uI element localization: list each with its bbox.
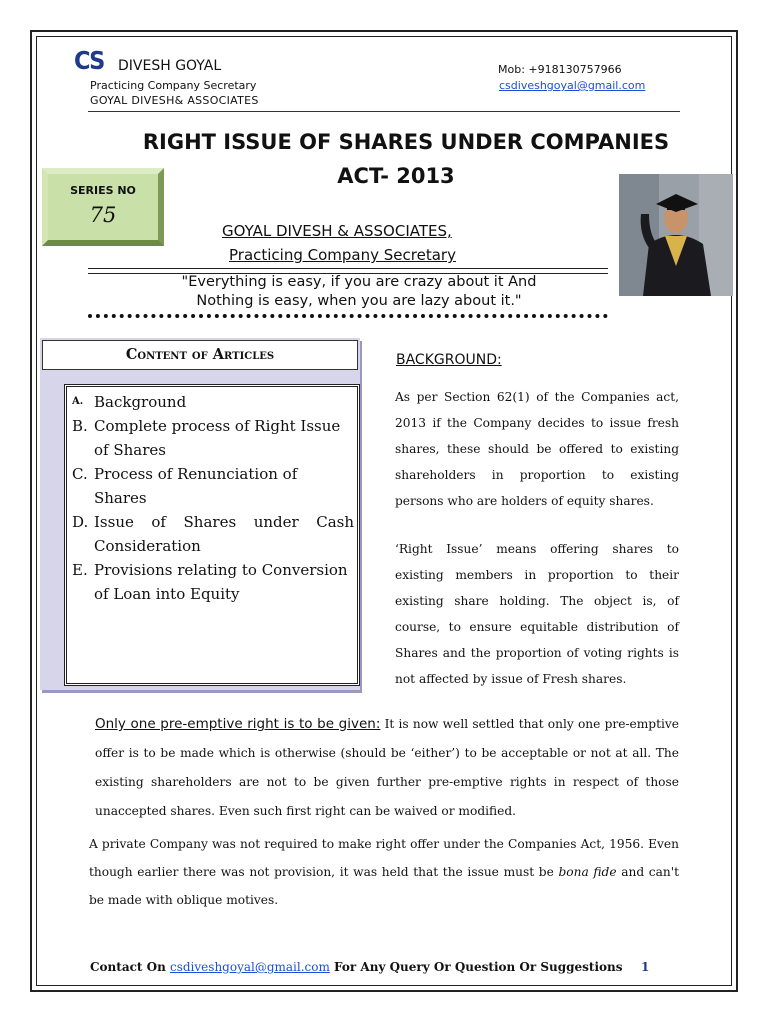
firm-role: Practicing Company Secretary [229, 246, 456, 264]
document-title-line1: RIGHT ISSUE OF SHARES UNDER COMPANIES [142, 130, 670, 154]
footer-contact [90, 960, 623, 974]
list-item-text: Provisions relating to Conversion of Loan into Equity [94, 561, 348, 603]
private-text-2: and can't be made with oblique motives. [89, 865, 679, 907]
header-email-link[interactable]: csdiveshgoyal@gmail.com [499, 79, 646, 92]
list-item-text: Background [94, 393, 187, 411]
mobile-number: Mob: +918130757966 [498, 63, 622, 76]
background-paragraph-2: ‘Right Issue’ means offering shares to existing members in proportion to their existing share holding. The object is, of course, to ensure equitable distribution of Shares and the proportion of voting rights is not affected by issue of Fresh shares. [395, 542, 679, 686]
preemptive-lead: Only one pre-emptive right is to be given: [95, 716, 381, 732]
series-badge [42, 168, 164, 246]
private-emphasis: bona fide [558, 865, 617, 879]
quote-line1: "Everything is easy, if you are crazy about it And [181, 274, 537, 290]
list-marker: D. [72, 513, 89, 531]
cs-logo: CS [74, 46, 104, 75]
dotted-divider [88, 314, 608, 318]
preemptive-paragraph [95, 710, 679, 826]
list-item [72, 414, 354, 462]
list-marker: C. [72, 465, 88, 483]
series-label: SERIES NO [70, 184, 136, 197]
background-paragraph-1: As per Section 62(1) of the Companies act, 2013 if the Company decides to issue fresh shares, these should be offered to existing shareholders in proportion to existing persons who are holders of equity shares. [395, 390, 679, 508]
author-designation: Practicing Company Secretary [90, 79, 257, 92]
list-marker: E. [72, 561, 88, 579]
contents-heading: Content of Articles [42, 340, 358, 370]
list-item [72, 510, 354, 558]
contents-list [72, 390, 354, 606]
header-divider [88, 111, 680, 112]
series-number: 75 [89, 203, 117, 227]
preemptive-text: It is now well settled that only one pre-emptive offer is to be made which is otherwise (should be ‘either’) to be acceptable or not at all. The existing shareholders are not to be given further pre-emptive rights in respect of those unaccepted shares. Even such first right can be waived or modified. [95, 717, 679, 818]
list-item-text: Issue of Shares under Cash Consideration [94, 513, 354, 555]
page-number: 1 [641, 960, 650, 974]
footer-contact-label: Contact On [90, 960, 166, 974]
background-heading: BACKGROUND: [396, 352, 502, 368]
list-item [72, 462, 354, 510]
list-item [72, 390, 354, 414]
list-marker: B. [72, 417, 88, 435]
firm-name-header: GOYAL DIVESH& ASSOCIATES [90, 94, 259, 107]
footer-email-link[interactable]: csdiveshgoyal@gmail.com [170, 960, 330, 974]
private-text-1: A private Company was not required to make right offer under the Companies Act, 1956. Even though earlier there was not provision, it was held that the issue must be [89, 837, 679, 879]
author-name: DIVESH GOYAL [118, 58, 222, 74]
list-marker: A. [72, 396, 84, 407]
quote-line2: Nothing is easy, when you are lazy about it." [196, 293, 522, 309]
author-photo [619, 174, 733, 296]
list-item-text: Complete process of Right Issue of Shares [94, 417, 341, 459]
list-item-text: Process of Renunciation of Shares [94, 465, 298, 507]
document-title-line2: ACT- 2013 [337, 164, 455, 188]
list-item [72, 558, 354, 606]
private-company-paragraph [89, 830, 679, 914]
firm-name: GOYAL DIVESH & ASSOCIATES, [222, 222, 452, 240]
footer-suffix: For Any Query Or Question Or Suggestions [329, 960, 623, 974]
